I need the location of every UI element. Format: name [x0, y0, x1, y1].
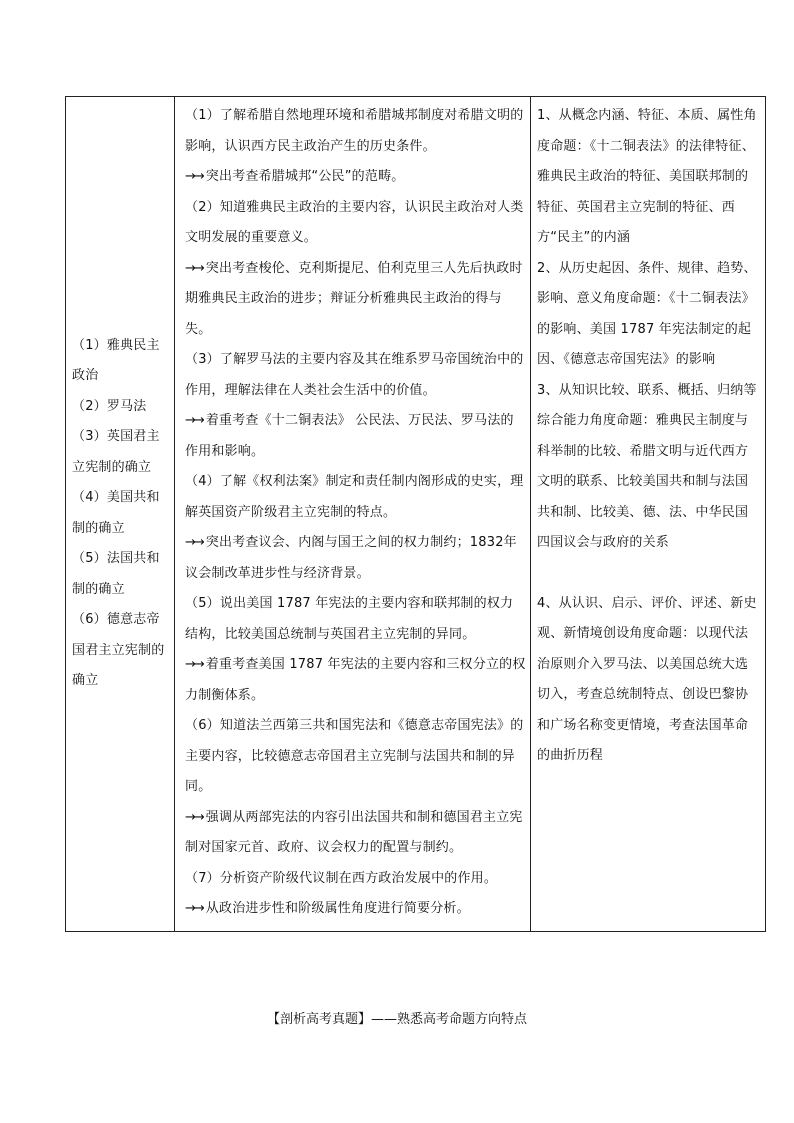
- topic-item: （2）罗马法: [72, 398, 147, 414]
- requirement-text: （4）了解《权利法案》制定和责任制内阁形成的史实，理解英国资产阶级君主立宪制的特点。: [185, 474, 524, 520]
- arrow-icon: →→: [185, 169, 203, 184]
- section-heading-subtitle: 熟悉高考命题方向特点: [397, 1012, 528, 1027]
- exam-focus-text: →→ 着重考查《十二铜表法》 公民法、万民法、罗马法的作用和影响。: [185, 413, 514, 459]
- arrow-icon: →→: [185, 809, 203, 825]
- topics-cell: [66, 97, 175, 932]
- section-heading-dash: ——: [371, 1012, 397, 1027]
- exam-angle-item: 2、从历史起因、条件、规律、趋势、影响、意义角度命题：《十二铜表法》的影响、美国 1787 年宪法制定的起因、《德意志帝国宪法》的影响: [537, 260, 757, 367]
- arrow-icon: →→: [185, 657, 203, 672]
- requirement-text: （2）知道雅典民主政治的主要内容，认识民主政治对人类文明发展的重要意义。: [185, 199, 524, 245]
- spacer: [537, 559, 759, 589]
- exam-focus-text: →→ 突出考查议会、内阁与国王之间的权力制约；1832年议会制改革进步性与经济背景。: [185, 535, 517, 581]
- arrow-icon: →→: [185, 413, 203, 428]
- exam-angle-item: 3、从知识比较、联系、概括、归纳等综合能力角度命题：雅典民主制度与科举制的比较、希腊文明与近代西方文明的联系、比较美国共和制与法国共和制、比较美、德、法、中华民国四国议会与政府的关系: [537, 382, 757, 550]
- exam-angles-cell: [531, 97, 766, 932]
- topic-item: （5）法国共和制的确立: [72, 551, 160, 597]
- exam-focus-text: →→ 强调从两部宪法的内容引出法国共和制和德国君主立宪制对国家元首、政府、议会权力的配置与制约。: [185, 809, 523, 855]
- exam-focus-text: →→ 突出考查希腊城邦“公民”的范畴。: [185, 169, 405, 184]
- exam-focus-text: →→ 从政治进步性和阶级属性角度进行简要分析。: [185, 901, 470, 916]
- requirement-text: （3）了解罗马法的主要内容及其在维系罗马帝国统治中的作用，理解法律在人类社会生活中的价值。: [185, 352, 524, 398]
- requirement-text: （7）分析资产阶级代议制在西方政治发展中的作用。: [185, 870, 498, 886]
- topic-item: （4）美国共和制的确立: [72, 490, 160, 536]
- requirement-text: （6）知道法兰西第三共和国宪法和《德意志帝国宪法》的主要内容，比较德意志帝国君主立宪制与法国共和制的异同。: [185, 718, 524, 794]
- exam-angle-item: 1、从概念内涵、特征、本质、属性角度命题：《十二铜表法》的法律特征、雅典民主政治的特征、美国联邦制的特征、英国君主立宪制的特征、西方“民主”的内涵: [537, 108, 757, 245]
- exam-focus-text: →→ 着重考查美国 1787 年宪法的主要内容和三权分立的权力制衡体系。: [185, 657, 526, 703]
- topic-item: （3）英国君主立宪制的确立: [72, 429, 160, 475]
- table-row: [66, 97, 766, 932]
- requirements-cell: [175, 97, 531, 932]
- requirement-text: （5）说出美国 1787 年宪法的主要内容和联邦制的权力结构，比较美国总统制与英国君主立宪制的异同。: [185, 596, 514, 642]
- section-heading-title: 【剖析高考真题】: [266, 1012, 371, 1027]
- arrow-icon: →→: [185, 901, 203, 916]
- requirement-text: （1）了解希腊自然地理环境和希腊城邦制度对希腊文明的影响，认识西方民主政治产生的历史条件。: [185, 108, 524, 154]
- arrow-icon: →→: [185, 260, 203, 276]
- syllabus-table: [65, 96, 766, 932]
- section-heading: [0, 1010, 794, 1030]
- topic-item: （6）德意志帝国君主立宪制的确立: [72, 612, 165, 689]
- arrow-icon: →→: [185, 535, 203, 550]
- exam-angle-item: 4、从认识、启示、评价、评述、新史观、新情境创设角度命题：以现代法治原则介入罗马法、以美国总统大选切入，考查总统制特点、创设巴黎协和广场名称变更情境，考查法国革命的曲折历程: [537, 595, 757, 763]
- topic-item: （1）雅典民主政治: [72, 337, 160, 384]
- exam-focus-text: →→ 突出考查梭伦、克利斯提尼、伯利克里三人先后执政时期雅典民主政治的进步；辩证分析雅典民主政治的得与失。: [185, 260, 523, 337]
